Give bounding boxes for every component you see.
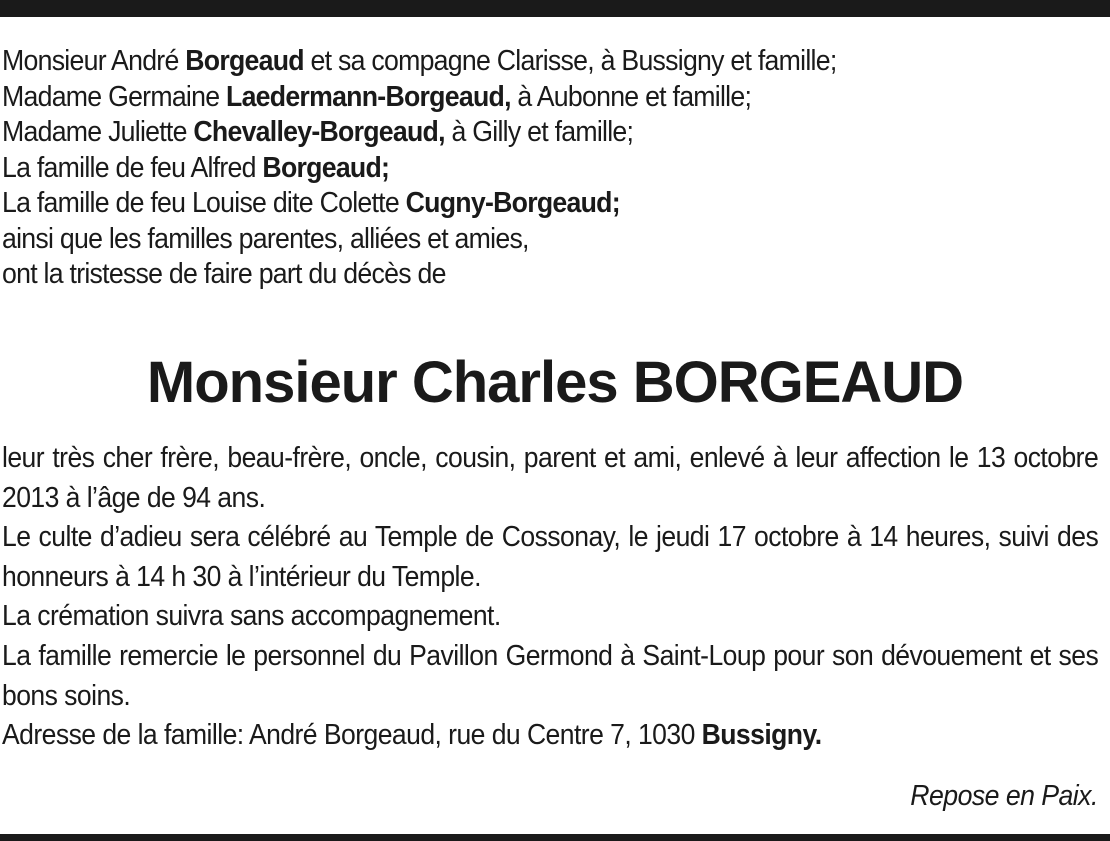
family-line: Monsieur André Borgeaud et sa compagne Clarisse, à Bussigny et famille; xyxy=(2,45,837,77)
family-line: La famille de feu Louise dite Colette Cugny-Borgeaud; xyxy=(2,187,620,219)
family-surname: Borgeaud xyxy=(185,45,304,77)
bottom-rule xyxy=(0,834,1110,841)
closing-phrase: Repose en Paix. xyxy=(910,780,1098,812)
notice-body xyxy=(2,439,1098,756)
notice-paragraph: La crémation suivra sans accompagnement. xyxy=(2,600,501,633)
notice-paragraph: leur très cher frère, beau-frère, oncle, cousin, parent et ami, enlevé à leur affection le 13 octobre 2013 à l’âge de 94 ans. xyxy=(2,442,1099,514)
notice-paragraph: Le culte d’adieu sera célébré au Temple de Cossonay, le jeudi 17 octobre à 14 heures, suivi des honneurs à 14 h 30 à l’intérieur du Temple. xyxy=(2,521,1099,593)
family-surname: Laedermann-Borgeaud, xyxy=(226,80,511,113)
family-surname: Cugny-Borgeaud; xyxy=(405,187,620,219)
family-announcement xyxy=(2,44,1020,293)
family-line: Madame Juliette Chevalley-Borgeaud, à Gilly et famille; xyxy=(2,116,634,148)
address-town: Bussigny. xyxy=(701,719,822,752)
family-surname: Chevalley-Borgeaud, xyxy=(193,116,445,148)
deceased-name: Monsieur Charles BORGEAUD xyxy=(146,350,964,415)
family-line: Madame Germaine Laedermann-Borgeaud, à Aubonne et famille; xyxy=(2,80,752,113)
family-surname: Borgeaud; xyxy=(262,151,390,184)
notice-paragraph: La famille remercie le personnel du Pavillon Germond à Saint-Loup pour son dévouement et ses bons soins. xyxy=(2,639,1099,712)
family-line: La famille de feu Alfred Borgeaud; xyxy=(2,151,390,184)
family-line: ont la tristesse de faire part du décès de xyxy=(2,258,446,290)
top-rule xyxy=(0,0,1110,17)
family-address: Adresse de la famille: André Borgeaud, rue du Centre 7, 1030 Bussigny. xyxy=(2,719,822,752)
family-line: ainsi que les familles parentes, alliées et amies, xyxy=(2,222,529,255)
